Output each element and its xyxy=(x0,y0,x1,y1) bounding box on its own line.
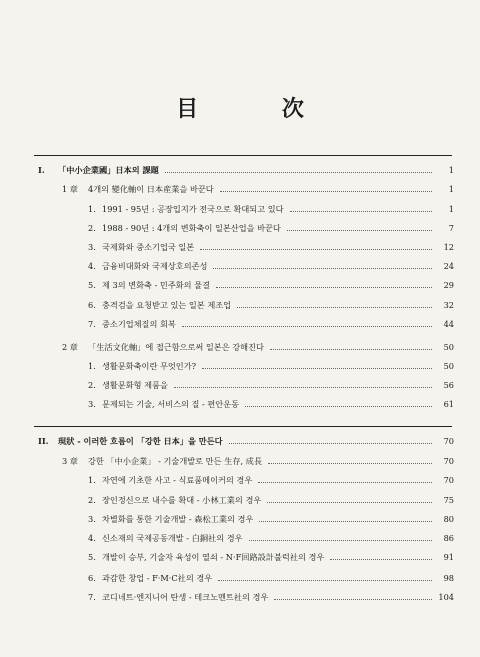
toc-entry-number: 1. xyxy=(88,475,96,485)
toc-entry-number: 2 章 xyxy=(62,342,78,352)
dot-leader xyxy=(330,559,432,560)
toc-entry-label: 1988 - 90년 : 4개의 변화축이 일본산업을 바꾼다 xyxy=(102,223,281,233)
toc-entry-label: 「中小企業國」日本의 課題 xyxy=(58,165,159,175)
toc-entry-page: 98 xyxy=(443,573,454,583)
toc-entry-page: 32 xyxy=(443,300,454,310)
toc-entry-number: 2. xyxy=(88,495,96,505)
toc-entry-page: 12 xyxy=(443,242,454,252)
toc-entry-page: 29 xyxy=(443,280,454,290)
dot-leader xyxy=(174,387,432,388)
toc-entry xyxy=(0,239,480,255)
toc-entry-number: 1. xyxy=(88,204,96,214)
toc-entry-number: 2. xyxy=(88,223,96,233)
toc-entry xyxy=(0,297,480,313)
toc-entry-page: 56 xyxy=(443,380,454,390)
toc-entry-label: 제 3의 변화축 - 민주화의 물결 xyxy=(102,280,210,290)
toc-entry xyxy=(0,511,480,527)
toc-entry-page: 61 xyxy=(443,399,454,409)
toc-entry-label: 강한 「中小企業」 - 기술개발로 만든 生存, 成長 xyxy=(88,456,263,466)
dot-leader xyxy=(259,521,432,522)
toc-entry-label: 과감한 창업 - F·M·C社의 경우 xyxy=(102,573,213,583)
toc-entry-number: 3. xyxy=(88,514,96,524)
toc-entry xyxy=(0,589,480,605)
toc-entry-page: 50 xyxy=(443,361,454,371)
dot-leader xyxy=(200,249,432,250)
toc-entry-number: 5. xyxy=(88,552,96,562)
page-title: 目 次 xyxy=(176,96,342,122)
toc-entry xyxy=(0,201,480,217)
toc-entry-number: 2. xyxy=(88,380,96,390)
dot-leader xyxy=(268,463,432,464)
dot-leader xyxy=(267,502,432,503)
toc-entry-page: 91 xyxy=(443,552,454,562)
toc-entry xyxy=(0,162,480,178)
dot-leader xyxy=(213,268,432,269)
toc-entry xyxy=(0,339,480,355)
toc-entry-number: 1 章 xyxy=(62,184,78,194)
toc-entry-page: 104 xyxy=(438,592,454,602)
toc-entry-page: 70 xyxy=(443,436,454,446)
toc-entry-label: 코디네트·엔지니어 탄생 - 테크노멘트社의 경우 xyxy=(102,592,269,602)
toc-entry xyxy=(0,472,480,488)
toc-entry-number: 1. xyxy=(88,361,96,371)
toc-entry-label: 신소재의 국제공동개발 - 白銅社의 경우 xyxy=(102,533,243,543)
toc-entry-number: 3. xyxy=(88,242,96,252)
toc-entry xyxy=(0,549,480,565)
toc-entry-page: 7 xyxy=(448,223,454,233)
dot-leader xyxy=(258,482,432,483)
toc-entry xyxy=(0,433,480,449)
dot-leader xyxy=(165,172,432,173)
dot-leader xyxy=(287,230,432,231)
toc-entry xyxy=(0,492,480,508)
toc-entry-number: 6. xyxy=(88,300,96,310)
toc-entry-page: 44 xyxy=(443,319,454,329)
toc-entry-label: 차별화를 통한 기술개발 - 森松工業의 경우 xyxy=(102,514,254,524)
toc-entry-label: 충격검을 요청받고 있는 일본 제조업 xyxy=(102,300,232,310)
toc-entry-page: 1 xyxy=(448,204,454,214)
toc-entry-label: 금융비대화와 국제상호의존성 xyxy=(102,261,208,271)
toc-entry-label: 개발이 승부, 기술자 육성이 열쇠 - N·F回路設計불럭社의 경우 xyxy=(102,552,325,562)
toc-entry-label: 중소기업체질의 회복 xyxy=(102,319,176,329)
dot-leader xyxy=(237,307,432,308)
toc-entry xyxy=(0,277,480,293)
toc-entry-label: 「生活文化軸」에 접근함으로써 일본은 강해진다 xyxy=(88,342,264,352)
dot-leader xyxy=(218,580,432,581)
toc-entry-page: 1 xyxy=(448,184,454,194)
dot-leader xyxy=(229,443,432,444)
dot-leader xyxy=(290,211,432,212)
dot-leader xyxy=(182,326,432,327)
toc-entry xyxy=(0,181,480,197)
toc-entry-number: I. xyxy=(38,165,45,175)
dot-leader xyxy=(220,191,432,192)
toc-entry-number: 4. xyxy=(88,533,96,543)
toc-entry xyxy=(0,396,480,412)
toc-entry-number: 7. xyxy=(88,319,96,329)
dot-leader xyxy=(245,406,432,407)
toc-entry-page: 80 xyxy=(443,514,454,524)
dot-leader xyxy=(274,599,432,600)
toc-entry-label: 자연에 기초한 사고 - 식료품메이커의 경우 xyxy=(102,475,253,485)
toc-entry xyxy=(0,258,480,274)
toc-entry xyxy=(0,316,480,332)
toc-entry-page: 1 xyxy=(448,165,454,175)
toc-entry-number: 3. xyxy=(88,399,96,409)
toc-entry-label: 문제되는 기술, 서비스의 질 - 편안운동 xyxy=(102,399,240,409)
toc-entry-page: 50 xyxy=(443,342,454,352)
toc-entry-page: 70 xyxy=(443,475,454,485)
toc-entry-number: 3 章 xyxy=(62,456,78,466)
toc-entry-number: 5. xyxy=(88,280,96,290)
toc-entry-page: 24 xyxy=(443,261,454,271)
toc-entry xyxy=(0,453,480,469)
toc-entry-label: 1991 - 95년 : 공장입지가 전국으로 확대되고 있다 xyxy=(102,204,284,214)
toc-entry-label: 4개의 變化軸이 日本産業을 바꾼다 xyxy=(88,184,214,194)
dot-leader xyxy=(270,349,432,350)
toc-entry-label: 생활문화형 제품을 xyxy=(102,380,168,390)
toc-entry-page: 70 xyxy=(443,456,454,466)
dot-leader xyxy=(216,287,432,288)
toc-entry-label: 現狀 - 이러한 흐름이 「강한 日本」을 만든다 xyxy=(58,436,223,446)
toc-entry xyxy=(0,220,480,236)
toc-entry xyxy=(0,530,480,546)
toc-entry-number: 6. xyxy=(88,573,96,583)
toc-entry-label: 생활문화축이란 무엇인가? xyxy=(102,361,196,371)
toc-entry-number: II. xyxy=(38,436,49,446)
toc-entry-number: 7. xyxy=(88,592,96,602)
toc-entry xyxy=(0,358,480,374)
toc-entry-page: 75 xyxy=(443,495,454,505)
top-divider xyxy=(34,155,452,156)
toc-entry xyxy=(0,377,480,393)
toc-entry-number: 4. xyxy=(88,261,96,271)
part-divider xyxy=(34,426,452,427)
dot-leader xyxy=(202,368,432,369)
toc-entry xyxy=(0,570,480,586)
dot-leader xyxy=(249,540,432,541)
toc-entry-label: 장인정신으로 내수를 확대 - 小林工業의 경우 xyxy=(102,495,262,505)
toc-entry-label: 국제화와 중소기업국 일본 xyxy=(102,242,195,252)
toc-entry-page: 86 xyxy=(443,533,454,543)
